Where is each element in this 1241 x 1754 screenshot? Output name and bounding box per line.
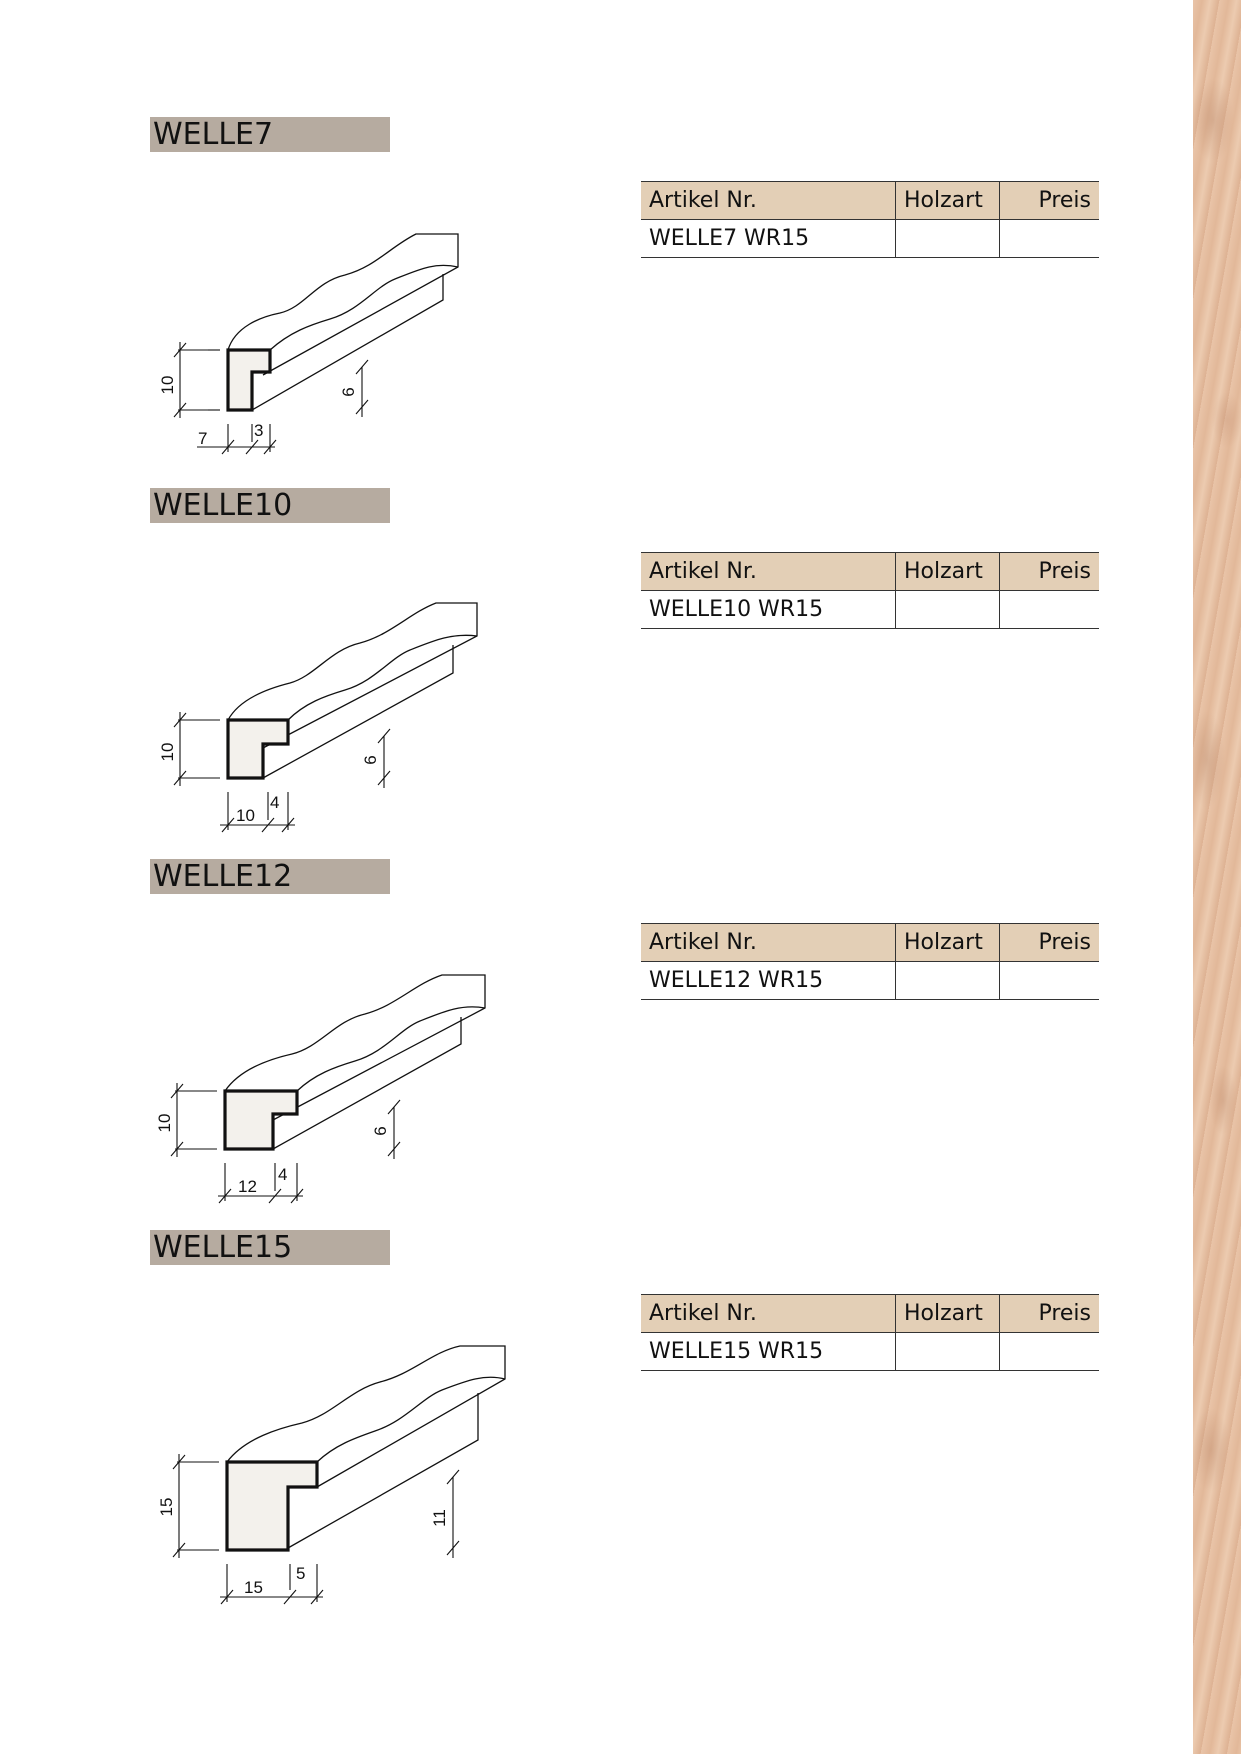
- header-artikel: Artikel Nr.: [641, 924, 896, 962]
- cell-holzart: [896, 220, 1000, 258]
- header-preis: Preis: [1000, 1295, 1100, 1333]
- header-artikel: Artikel Nr.: [641, 182, 896, 220]
- product-title: WELLE10: [153, 488, 293, 523]
- dim-width: 10: [236, 806, 255, 825]
- header-preis: Preis: [1000, 553, 1100, 591]
- cell-holzart: [896, 962, 1000, 1000]
- header-artikel: Artikel Nr.: [641, 1295, 896, 1333]
- dim-rebate-depth: 6: [361, 755, 380, 765]
- dim-rebate-width: 4: [278, 1165, 288, 1184]
- dim-width: 12: [238, 1177, 257, 1196]
- product-section-welle10: [0, 488, 1150, 858]
- cell-holzart: [896, 1333, 1000, 1371]
- product-table: [641, 1294, 1099, 1371]
- product-section-welle7: [0, 117, 1150, 487]
- profile-drawing: [140, 167, 480, 487]
- product-title: WELLE15: [153, 1230, 293, 1265]
- profile-drawing: [140, 538, 480, 858]
- product-title-bar: [150, 1230, 390, 1265]
- dim-rebate-width: 5: [296, 1564, 306, 1583]
- dim-rebate-width: 4: [270, 793, 280, 812]
- dim-rebate-depth: 6: [339, 387, 358, 397]
- dim-rebate-depth: 6: [371, 1126, 390, 1136]
- table-row: [641, 591, 1099, 629]
- table-row: [641, 220, 1099, 258]
- product-title-bar: [150, 117, 390, 152]
- product-table: [641, 181, 1099, 258]
- cell-preis: [1000, 962, 1100, 1000]
- dim-height: 15: [157, 1497, 176, 1517]
- dim-width: 15: [244, 1578, 263, 1597]
- dim-height: 10: [158, 375, 177, 395]
- table-row: [641, 962, 1099, 1000]
- product-section-welle12: [0, 859, 1150, 1229]
- cell-artikel: WELLE15 WR15: [641, 1333, 896, 1371]
- profile-drawing: [140, 909, 490, 1229]
- table-header-row: [641, 924, 1099, 962]
- header-preis: Preis: [1000, 924, 1100, 962]
- cell-preis: [1000, 591, 1100, 629]
- header-holzart: Holzart: [896, 1295, 1000, 1333]
- product-section-welle15: [0, 1230, 1150, 1600]
- profile-drawing: [140, 1280, 510, 1610]
- dim-rebate-width: 3: [254, 421, 264, 440]
- cell-preis: [1000, 220, 1100, 258]
- header-artikel: Artikel Nr.: [641, 553, 896, 591]
- header-holzart: Holzart: [896, 182, 1000, 220]
- dim-height: 10: [155, 1113, 174, 1133]
- product-title-bar: [150, 488, 390, 523]
- product-title: WELLE7: [153, 117, 274, 152]
- wood-texture-strip: [1193, 0, 1241, 1754]
- table-header-row: [641, 182, 1099, 220]
- header-preis: Preis: [1000, 182, 1100, 220]
- product-title: WELLE12: [153, 859, 293, 894]
- table-row: [641, 1333, 1099, 1371]
- cell-artikel: WELLE10 WR15: [641, 591, 896, 629]
- product-table: [641, 552, 1099, 629]
- dim-height: 10: [158, 742, 177, 762]
- cell-holzart: [896, 591, 1000, 629]
- table-header-row: [641, 1295, 1099, 1333]
- product-table: [641, 923, 1099, 1000]
- header-holzart: Holzart: [896, 553, 1000, 591]
- table-header-row: [641, 553, 1099, 591]
- product-title-bar: [150, 859, 390, 894]
- dim-width: 7: [198, 429, 208, 448]
- cell-preis: [1000, 1333, 1100, 1371]
- dim-rebate-depth: 11: [430, 1509, 449, 1527]
- cell-artikel: WELLE7 WR15: [641, 220, 896, 258]
- header-holzart: Holzart: [896, 924, 1000, 962]
- cell-artikel: WELLE12 WR15: [641, 962, 896, 1000]
